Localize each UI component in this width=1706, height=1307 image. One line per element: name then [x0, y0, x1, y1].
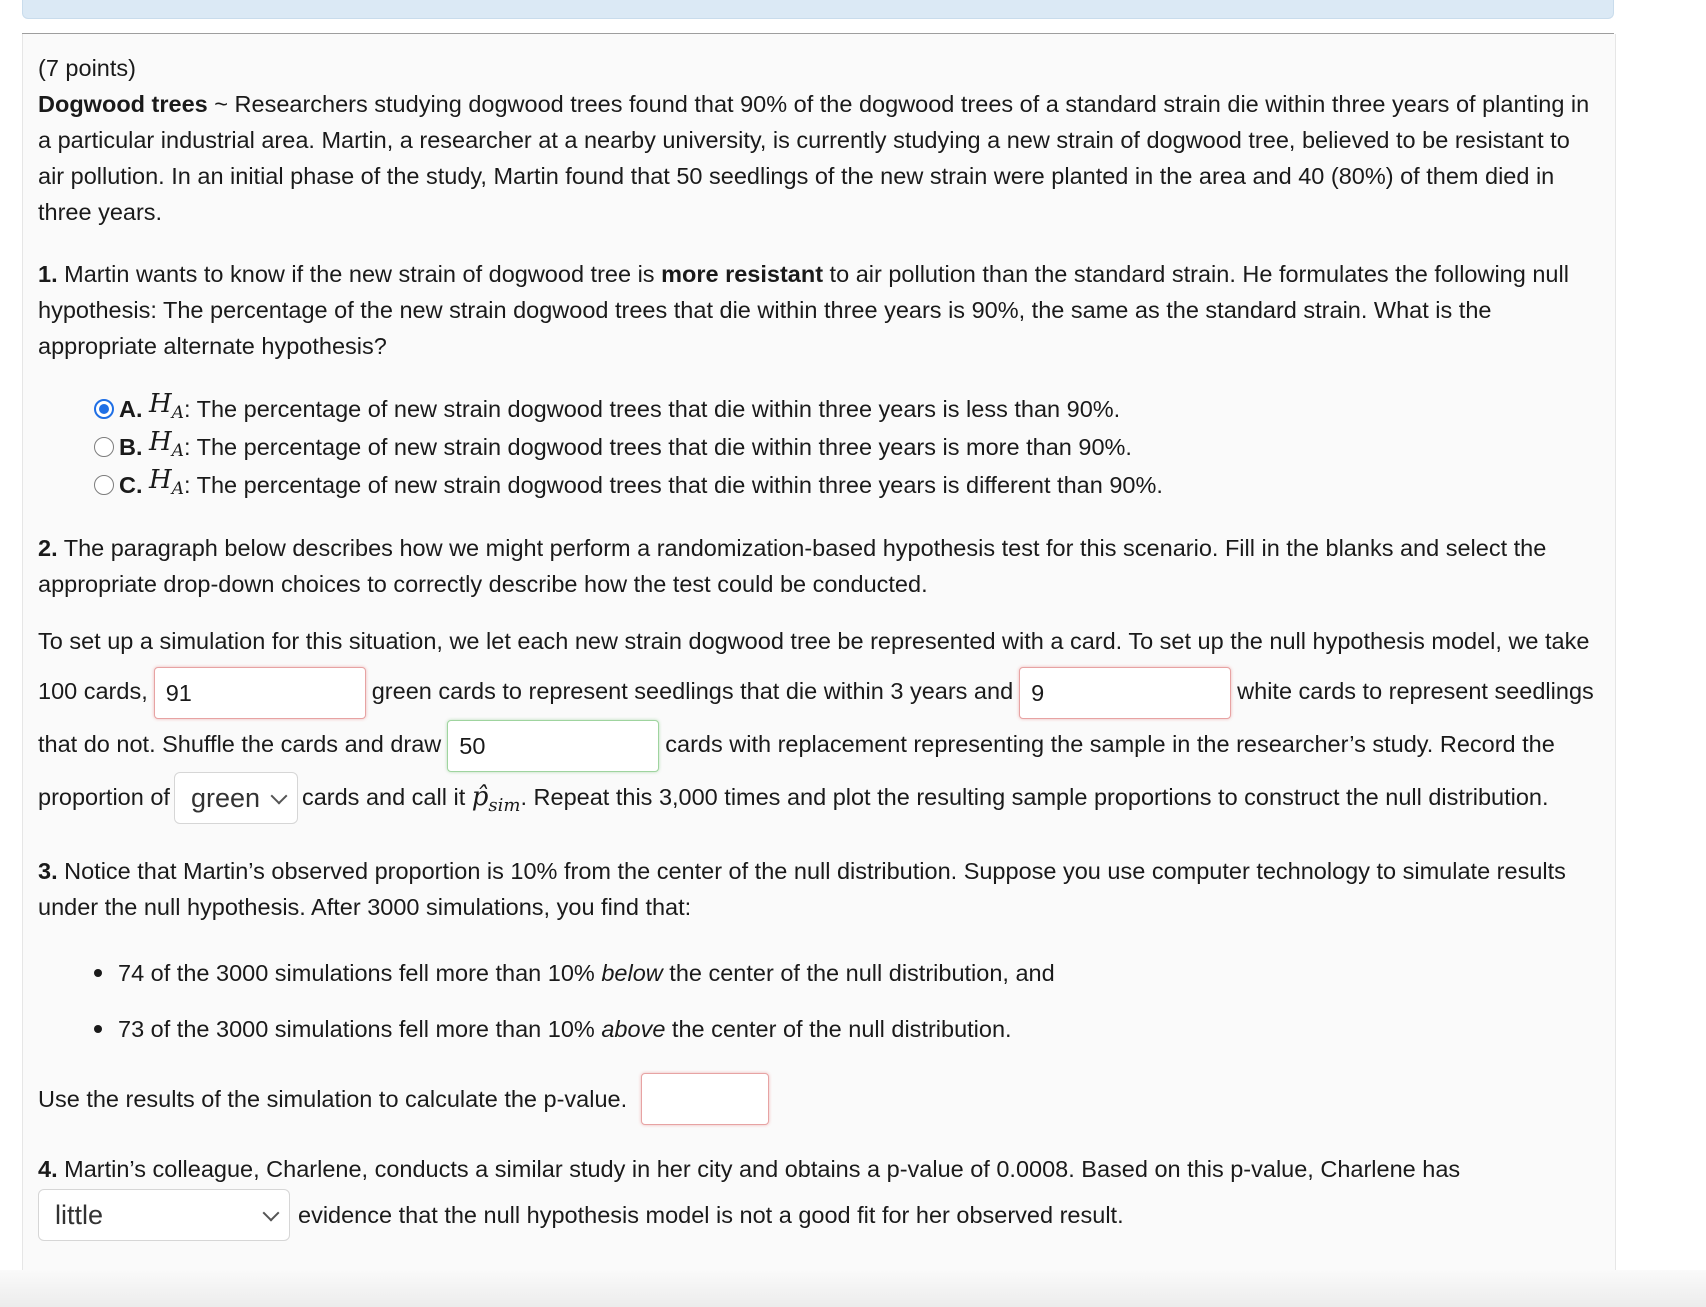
- option-a-radio[interactable]: [94, 399, 114, 419]
- option-c-radio[interactable]: [94, 475, 114, 495]
- q3-number: 3.: [38, 857, 58, 884]
- list-item: [94, 1001, 1598, 1057]
- p-hat-subscript: sim: [488, 794, 521, 816]
- simulation-paragraph: [38, 616, 1598, 831]
- q3-text: Notice that Martin’s observed proportion is 10% from the center of the null distribution. Suppose you use computer technology to simulate results under the null hypothesis. After 3000 simulations, you find that:: [38, 857, 1566, 920]
- q3-bullets: [38, 945, 1598, 1057]
- question-2: [38, 530, 1598, 602]
- bullet-dot: [94, 969, 102, 977]
- q4-text: Martin’s colleague, Charlene, conducts a similar study in her city and obtains a p-value of 0.0008. Based on this p-value, Charlene has: [57, 1155, 1461, 1182]
- sim-text-1: To set up a simulation for this situation, we let each new strain dogwood tree be represented with a card. To set up the null hypothesis model, we take 100 cards,: [38, 628, 1590, 704]
- bullet-emphasis: above: [601, 1015, 666, 1042]
- card-color-value: green: [190, 783, 261, 814]
- bullet-text: the center of the null distribution.: [665, 1015, 1012, 1042]
- p-value-input[interactable]: [641, 1073, 769, 1125]
- sim-text-2: green cards to represent seedlings that die within 3 years and: [371, 678, 1014, 704]
- p-hat-sim-symbol: [471, 781, 521, 816]
- ha-symbol: H: [149, 389, 172, 420]
- q4-number: 4.: [38, 1155, 58, 1182]
- option-a[interactable]: [94, 390, 1598, 428]
- intro-title: Dogwood trees: [38, 91, 208, 117]
- sim-text-3: white cards to represent seedlings that do not. Shuffle the cards and draw: [38, 678, 1594, 757]
- q2-text: The paragraph below describes how we might perform a randomization-based hypothesis test for this scenario. Fill in the blanks and select the appropriate drop-down choices to correctly describe how the test could be conducted.: [38, 535, 1547, 597]
- q1-number: 1.: [38, 261, 58, 287]
- sim-text-4: cards with replacement representing the sample in the researcher’s study. Record the proportion of: [38, 730, 1555, 810]
- draw-count-input[interactable]: 50: [447, 720, 659, 772]
- q2-number: 2.: [38, 535, 58, 561]
- chevron-down-icon: [270, 788, 287, 805]
- ha-symbol: H: [149, 427, 172, 458]
- card-color-select[interactable]: [174, 772, 298, 824]
- q4-text-after: evidence that the null hypothesis model is not a good fit for her observed result.: [298, 1201, 1124, 1228]
- q1-text-b: to air pollution than the standard strain. He formulates the following null hypothesis: The percentage of the new strain dogwood trees that die within three years is 90%, the same as the standard strain. What is the appropriate alternate hypothesis?: [38, 261, 1569, 359]
- p-hat: p̂: [471, 781, 489, 812]
- option-b-radio[interactable]: [94, 437, 114, 457]
- bullet-text: 73 of the 3000 simulations fell more than 10%: [118, 1015, 602, 1042]
- question-1: [38, 256, 1598, 364]
- ha-symbol: H: [149, 465, 172, 496]
- bullet-emphasis: below: [601, 959, 663, 986]
- q4-answer-row: [38, 1189, 1598, 1241]
- bottom-edge: [0, 1270, 1706, 1307]
- list-item: [94, 945, 1598, 1001]
- bullet-text: 74 of the 3000 simulations fell more than 10%: [118, 959, 602, 986]
- evidence-strength-select[interactable]: [38, 1189, 290, 1241]
- chevron-down-icon: [263, 1204, 280, 1221]
- question-3: [38, 853, 1598, 925]
- sim-text-5: cards and call it: [301, 783, 466, 810]
- option-c-letter: C.: [119, 472, 143, 498]
- option-c[interactable]: [94, 466, 1598, 504]
- intro-text: Researchers studying dogwood trees found that 90% of the dogwood trees of a standard strain die within three years of planting in a particular industrial area. Martin, a researcher at a nearby university, is currently studying a new strain of dogwood tree, believed to be resistant to air pollution. In an initial phase of the study, Martin found that 50 seedlings of the new strain were planted in the area and 40 (80%) of them died in three years.: [38, 91, 1590, 225]
- bullet-dot: [94, 1025, 102, 1033]
- question-4: [38, 1151, 1598, 1187]
- q1-emphasis: more resistant: [661, 261, 824, 287]
- evidence-strength-value: little: [55, 1199, 104, 1230]
- q1-options: [38, 390, 1598, 504]
- ha-subscript: A: [171, 479, 184, 500]
- option-b-letter: B.: [119, 434, 143, 460]
- p-value-row: [38, 1073, 1598, 1125]
- q1-text-a: Martin wants to know if the new strain of dogwood tree is: [57, 261, 662, 287]
- sim-text-6: . Repeat this 3,000 times and plot the resulting sample proportions to construct the null distribution.: [520, 783, 1549, 810]
- green-cards-input[interactable]: 91: [154, 667, 366, 719]
- white-cards-input[interactable]: 9: [1019, 667, 1231, 719]
- option-a-letter: A.: [119, 396, 143, 422]
- option-b-text: : The percentage of new strain dogwood trees that die within three years is more than 90%.: [184, 434, 1132, 460]
- points-label: (7 points): [38, 55, 136, 81]
- option-a-text: : The percentage of new strain dogwood trees that die within three years is less than 90%.: [184, 396, 1121, 422]
- ha-subscript: A: [171, 403, 184, 424]
- ha-subscript: A: [171, 441, 184, 462]
- intro-title-separator: ~: [207, 91, 235, 117]
- p-value-prompt: Use the results of the simulation to calculate the p-value.: [38, 1085, 628, 1112]
- top-banner: [22, 0, 1614, 19]
- bullet-text: the center of the null distribution, and: [662, 959, 1055, 986]
- problem-content: [38, 50, 1598, 1241]
- option-b[interactable]: [94, 428, 1598, 466]
- option-c-text: : The percentage of new strain dogwood trees that die within three years is different than 90%.: [184, 472, 1163, 498]
- intro-paragraph: [38, 86, 1598, 230]
- option-c-ha: [149, 462, 184, 507]
